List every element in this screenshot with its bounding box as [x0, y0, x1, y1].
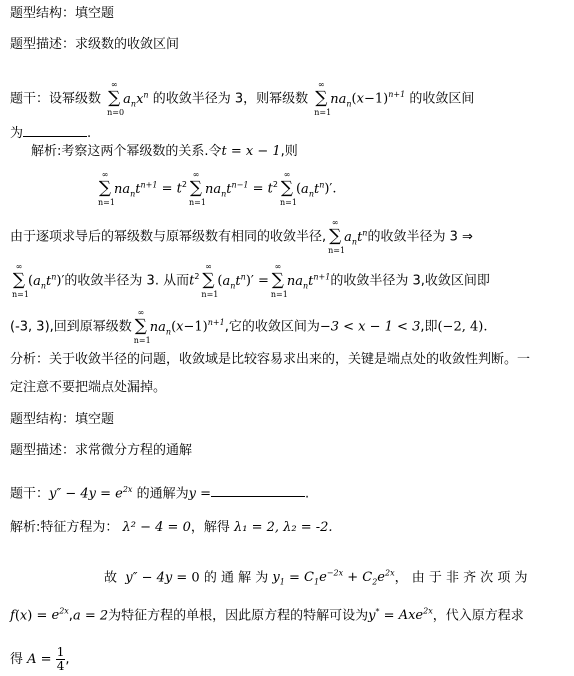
q1-analysis-equation: ∞ ∑ n=1 $na_nt^{n+1} = t^2$ ∞ ∑ n=1 $na_nt^{n-1} = t^2$ ∞ ∑ n=1 $(a_nt^n)'$. [98, 170, 337, 207]
q2-structure: 题型结构：填空题 [10, 412, 115, 427]
q1-stem: 题干：设幂级数 ∞ ∑ n=0 $a_nx^n$ 的收敛半径为 3，则幂级数 ∞ ∑ n=1 $na_n(x-1)^{n+1}$ 的收敛区间 [10, 80, 475, 117]
fraction: $\frac{1}{4}$ [56, 645, 65, 673]
q1-note-line-2: 定注意不要把端点处漏掉。 [10, 380, 167, 395]
sum-symbol: ∞ ∑ n=1 [314, 80, 332, 117]
q1-paragraph-1: 由于逐项求导后的幂级数与原幂级数有相同的收敛半径, ∞ ∑ n=1 $a_nt^n$的收敛半径为 3 ⇒ [10, 218, 473, 255]
q1-description: 题型描述：求级数的收敛区间 [10, 37, 180, 52]
answer-blank [23, 124, 87, 137]
q2-stem: 题干：$y'' - 4y = e^{2x}$ 的通解为y = . [10, 485, 310, 502]
sum-symbol: ∞ ∑ n=1 [133, 308, 151, 345]
sum-symbol: ∞ ∑ n=1 [98, 170, 115, 207]
sum-symbol: ∞ ∑ n=1 [270, 262, 288, 299]
q1-paragraph-2: ∞ ∑ n=1 $(a_nt^n)'$的收敛半径为 3. 从而$t^2$ ∞ ∑ n=1 $(a_nt^n)'$ = ∞ ∑ n=1 $na_nt^{n+1}$的收敛半径为 3,收敛区间即 [12, 262, 490, 299]
sum-symbol: ∞ ∑ n=1 [188, 170, 206, 207]
sum-symbol: ∞ ∑ n=1 [12, 262, 29, 299]
q2-description: 题型描述：求常微分方程的通解 [10, 443, 193, 458]
sum-symbol: ∞ ∑ n=0 [107, 80, 125, 117]
q1-note-line-1: 分析：关于收敛半径的问题，收敛域是比较容易求出来的，关键是端点处的收敛性判断。一 [10, 352, 531, 367]
q1-analysis-intro: 解析:考察这两个幂级数的关系.令t = x − 1,则 [31, 144, 298, 159]
q1-structure: 题型结构：填空题 [10, 6, 115, 21]
sum-symbol: ∞ ∑ n=1 [279, 170, 297, 207]
q2-result: 得 A = $\frac{1}{4}$ , [10, 645, 70, 673]
q1-stem-blank: 为 . [10, 126, 92, 141]
sum-symbol: ∞ ∑ n=1 [328, 218, 346, 255]
q1-paragraph-3: (-3, 3),回到原幂级数 ∞ ∑ n=1 $na_n(x-1)^{n+1}$,它的收敛区间为−3 < x − 1 < 3,即(−2, 4). [10, 308, 488, 345]
q2-particular: $f(x) = e^{2x},a = 2$为特征方程的单根，因此原方程的特解可设为y* = Axe$^{2x}$，代入原方程求 [10, 607, 524, 624]
q2-analysis: 解析:特征方程为： λ² − 4 = 0，解得 λ₁ = 2, λ₂ = -2. [10, 520, 333, 535]
sum-symbol: ∞ ∑ n=1 [201, 262, 219, 299]
answer-blank [211, 484, 305, 497]
q2-general-solution: 故 y″ − 4y = 0 的 通 解 为 $y_1 = C_1e^{-2x} + C_2e^{2x}$， 由 于 非 齐 次 项 为 [104, 569, 528, 587]
